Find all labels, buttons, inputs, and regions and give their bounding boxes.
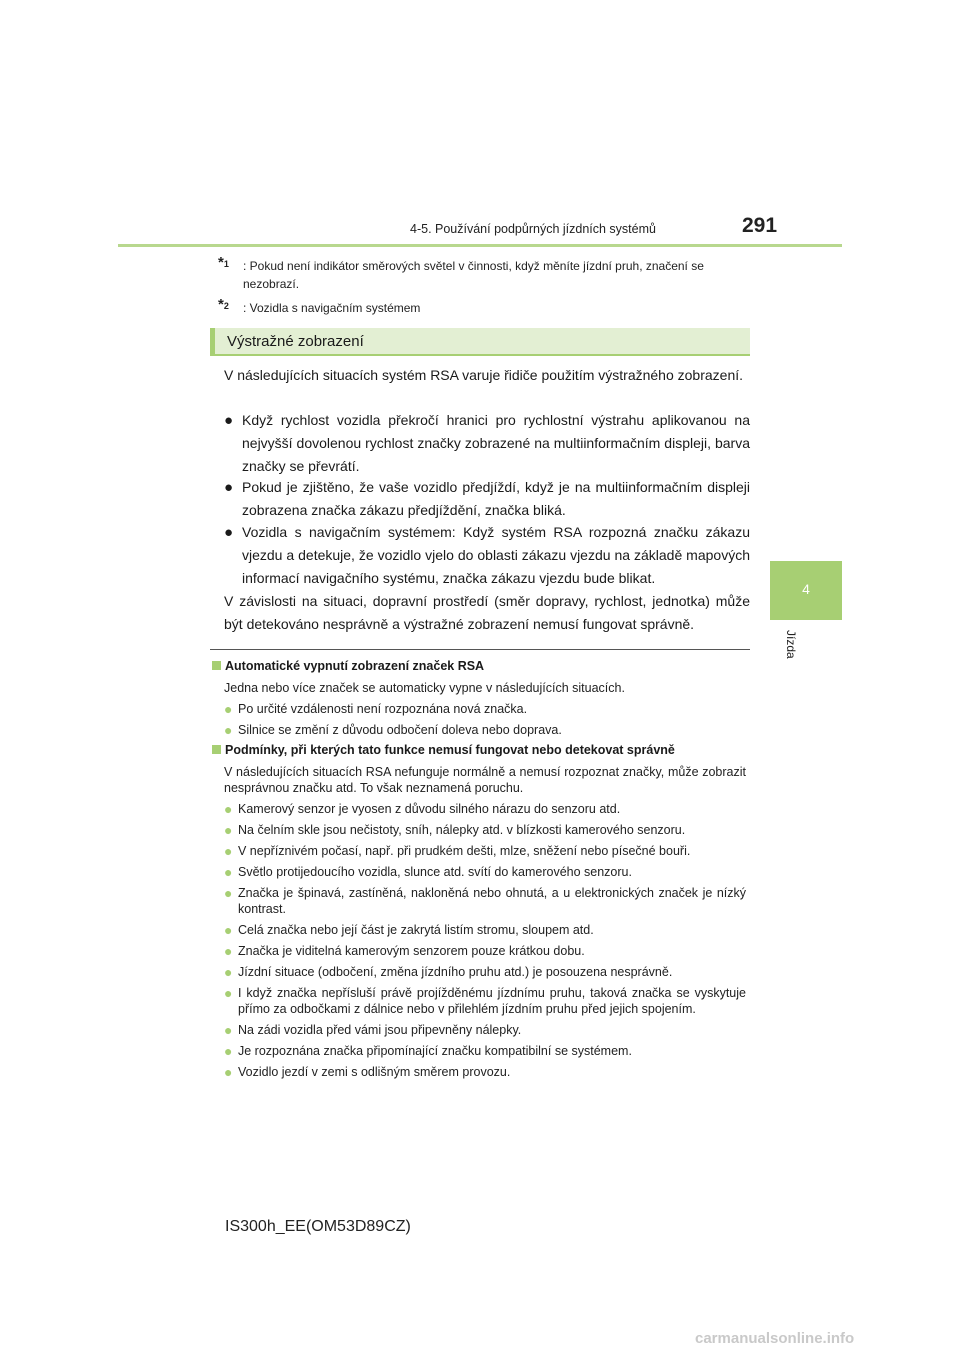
list-item: ● V nepříznivém počasí, např. při prudkém dešti, mlze, sněžení nebo písečné bouři.	[224, 843, 691, 859]
square-bullet-icon	[212, 661, 221, 670]
list-item: ● Značka je viditelná kamerovým senzorem pouze krátkou dobu.	[224, 943, 585, 959]
bullet-dot-icon: ●	[224, 943, 233, 959]
chapter-label-wrap	[778, 630, 808, 670]
footnote-1	[218, 254, 753, 293]
list-item: ● I když značka nepřísluší právě projížděnému jízdnímu pruhu, taková značka se vyskytuje přímo za odbočkami z dálnice nebo v přilehlém jízdním pruhu před jejich spojením.	[224, 985, 746, 1016]
section-divider	[210, 649, 750, 650]
bullet-item	[224, 476, 750, 522]
list-item: ● Kamerový senzor je vyosen z důvodu silného nárazu do senzoru atd.	[224, 801, 621, 817]
subsection-text: Jedna nebo více značek se automaticky vypne v následujících situacích.	[224, 681, 625, 695]
subsection-text: V následujících situacích RSA nefunguje normálně a nemusí rozpoznat značky, může zobrazit nesprávnou značku atd. To však neznamená poruchu.	[224, 765, 746, 795]
bullet-dot-icon: ●	[224, 964, 233, 980]
bullet-dot-icon: ●	[224, 885, 233, 901]
footnote-sup: 1	[223, 259, 229, 269]
bullet-text: Vozidla s navigačním systémem: Když systém RSA rozpozná značku zákazu vjezdu a detekuje, že vozidlo vjelo do oblasti zákazu vjezdu na základě mapových informací navigačního systému, značka zákazu vjezdu bude blikat.	[242, 524, 750, 586]
bullet-dot-icon: ●	[224, 524, 234, 541]
footnote-2	[218, 296, 753, 317]
page-number: 291	[742, 214, 778, 237]
list-item: ● Značka je špinavá, zastíněná, nakloněná nebo ohnutá, a u elektronických značek je nízký kontrast.	[224, 885, 746, 916]
section-banner	[210, 328, 750, 356]
footnote-text: : Vozidla s navigačním systémem	[243, 301, 421, 315]
bullet-dot-icon: ●	[224, 801, 233, 817]
footnote-text: : Pokud není indikátor směrových světel v činnosti, když měníte jízdní pruh, značení se nezobrazí.	[243, 259, 704, 291]
bullet-dot-icon: ●	[224, 843, 233, 859]
list-item: ● Celá značka nebo její část je zakrytá listím stromu, sloupem atd.	[224, 922, 594, 938]
footnote-mark: *	[218, 254, 224, 271]
watermark: carmanualsonline.info	[695, 1330, 855, 1347]
subsection-title: Automatické vypnutí zobrazení značek RSA	[212, 659, 484, 673]
bullet-text: Když rychlost vozidla překročí hranici pro rychlostní výstrahu aplikovanou na nejvyšší dovolenou rychlost značky zobrazené na multiinformačním displeji, barva značky se převrátí.	[242, 412, 750, 474]
list-item: ● Na čelním skle jsou nečistoty, sníh, nálepky atd. v blízkosti kamerového senzoru.	[224, 822, 686, 838]
bullet-dot-icon: ●	[224, 1064, 233, 1080]
bullet-dot-icon: ●	[224, 479, 234, 496]
header-rule	[118, 244, 842, 247]
list-item: ● Světlo protijedoucího vozidla, slunce atd. svítí do kamerového senzoru.	[224, 864, 632, 880]
model-code: IS300h_EE(OM53D89CZ)	[225, 1218, 411, 1235]
bullet-dot-icon: ●	[224, 985, 233, 1001]
footnote-mark: *	[218, 296, 224, 313]
list-item: ● Silnice se změní z důvodu odbočení doleva nebo doprava.	[224, 722, 562, 738]
bullet-item	[224, 521, 750, 590]
bullet-dot-icon: ●	[224, 412, 234, 429]
list-item: ● Jízdní situace (odbočení, změna jízdního pruhu atd.) je posouzena nesprávně.	[224, 964, 673, 980]
section-banner-title: Výstražné zobrazení	[227, 333, 364, 350]
chapter-tab	[770, 561, 842, 620]
intro-paragraph: V následujících situacích systém RSA varuje řidiče použitím výstražného zobrazení.	[224, 367, 744, 383]
chapter-label: Jízda	[784, 630, 798, 659]
subsection-title: Podmínky, při kterých tato funkce nemusí fungovat nebo detekovat správně	[212, 743, 675, 757]
bullet-item	[224, 409, 750, 478]
list-item: ● Vozidlo jezdí v zemi s odlišným směrem provozu.	[224, 1064, 511, 1080]
square-bullet-icon	[212, 745, 221, 754]
bullet-dot-icon: ●	[224, 701, 233, 717]
bullet-dot-icon: ●	[224, 1022, 233, 1038]
bullet-dot-icon: ●	[224, 864, 233, 880]
chapter-number: 4	[802, 581, 810, 597]
bullet-text: Pokud je zjištěno, že vaše vozidlo předjíždí, když je na multiinformačním displeji zobrazena značka zákazu předjíždění, značka bliká.	[242, 479, 750, 518]
bullet-dot-icon: ●	[224, 822, 233, 838]
list-item: ● Je rozpoznána značka připomínající značku kompatibilní se systémem.	[224, 1043, 632, 1059]
running-header: 4-5. Používání podpůrných jízdních systémů	[410, 222, 656, 236]
footnote-sup: 2	[223, 301, 229, 311]
list-item: ● Po určité vzdálenosti není rozpoznána nová značka.	[224, 701, 528, 717]
outro-paragraph: V závislosti na situaci, dopravní prostředí (směr dopravy, rychlost, jednotka) může být detekováno nesprávně a výstražné zobrazení nemusí fungovat správně.	[224, 593, 750, 632]
bullet-dot-icon: ●	[224, 722, 233, 738]
bullet-dot-icon: ●	[224, 1043, 233, 1059]
bullet-dot-icon: ●	[224, 922, 233, 938]
list-item: ● Na zádi vozidla před vámi jsou připevněny nálepky.	[224, 1022, 522, 1038]
